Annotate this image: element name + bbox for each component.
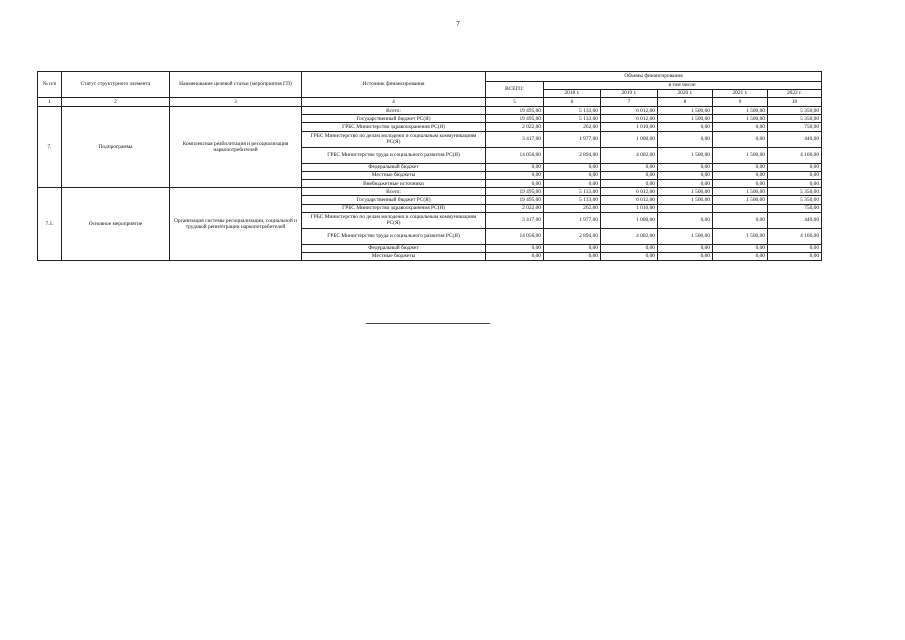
year-value-cell: 1 000,00	[601, 131, 658, 147]
year-value-cell: 0,00	[713, 131, 768, 147]
header-including: в том числе:	[544, 82, 822, 90]
header-year: 2021 г.	[713, 90, 768, 98]
divider-line	[366, 323, 490, 324]
year-value-cell: 1 500,00	[713, 188, 768, 196]
source-cell: Всего:	[302, 107, 486, 115]
header-name: Наименование целевой статьи (мероприятия ГП)	[170, 72, 302, 98]
column-number: 3	[170, 98, 302, 107]
year-value-cell: 0,00	[768, 179, 822, 187]
year-value-cell: 1 500,00	[658, 147, 713, 163]
total-value-cell: 2 022,00	[486, 204, 544, 212]
source-cell: ГРБС Министерство здравоохранения РС(Я)	[302, 123, 486, 131]
year-value-cell	[658, 204, 713, 212]
year-value-cell: 1 500,00	[658, 107, 713, 115]
year-value-cell: 1 500,00	[658, 196, 713, 204]
year-value-cell: 1 500,00	[713, 107, 768, 115]
year-value-cell: 0,00	[768, 171, 822, 179]
year-value-cell: 750,00	[768, 204, 822, 212]
status-cell: Подпрограмма	[62, 107, 170, 188]
column-number-row	[38, 98, 822, 107]
year-value-cell: 0,00	[713, 179, 768, 187]
total-value-cell: 19 495,00	[486, 188, 544, 196]
year-value-cell: 4 160,00	[768, 147, 822, 163]
year-value-cell: 5 133,00	[544, 196, 601, 204]
total-value-cell: 0,00	[486, 252, 544, 260]
year-value-cell: 0,00	[544, 163, 601, 171]
year-value-cell: 0,00	[658, 171, 713, 179]
year-value-cell: 0,00	[768, 252, 822, 260]
header-source: Источник финансирования	[302, 72, 486, 98]
source-cell: ГРБС Министерство по делам молодежи и социальным коммуникациям РС(Я)	[302, 212, 486, 228]
total-value-cell: 14 056,00	[486, 147, 544, 163]
year-value-cell: 0,00	[658, 212, 713, 228]
year-value-cell: 4 002,00	[601, 228, 658, 244]
year-value-cell: 0,00	[713, 163, 768, 171]
year-value-cell: 0,00	[544, 179, 601, 187]
year-value-cell: 2 894,00	[544, 147, 601, 163]
year-value-cell: 1 500,00	[658, 188, 713, 196]
total-value-cell: 0,00	[486, 171, 544, 179]
source-cell: ГРБС Министерство по делам молодежи и социальным коммуникациям РС(Я)	[302, 131, 486, 147]
year-value-cell: 0,00	[658, 123, 713, 131]
year-value-cell: 6 012,00	[601, 107, 658, 115]
year-value-cell: 0,00	[658, 163, 713, 171]
total-value-cell: 3 417,00	[486, 212, 544, 228]
status-cell: Основное мероприятие	[62, 188, 170, 261]
year-value-cell: 1 010,00	[601, 204, 658, 212]
total-value-cell: 2 022,00	[486, 123, 544, 131]
header-year: 2019 г.	[601, 90, 658, 98]
total-value-cell: 0,00	[486, 179, 544, 187]
column-number: 8	[658, 98, 713, 107]
source-cell: Государственный бюджет РС(Я)	[302, 196, 486, 204]
year-value-cell: 1 977,00	[544, 131, 601, 147]
year-value-cell: 440,00	[768, 212, 822, 228]
total-value-cell: 19 495,00	[486, 196, 544, 204]
header-year: 2022 г.	[768, 90, 822, 98]
column-number: 1	[38, 98, 62, 107]
source-cell: ГРБС Министерство здравоохранения РС(Я)	[302, 204, 486, 212]
source-cell: ГРБС Министерство труда и социального развития РС(Я)	[302, 228, 486, 244]
total-value-cell: 0,00	[486, 163, 544, 171]
year-value-cell: 1 500,00	[713, 196, 768, 204]
year-value-cell: 0,00	[713, 171, 768, 179]
total-value-cell: 14 056,00	[486, 228, 544, 244]
source-cell: Внебюджетные источники	[302, 179, 486, 187]
source-cell: Местные бюджеты	[302, 171, 486, 179]
year-value-cell: 4 002,00	[601, 147, 658, 163]
year-value-cell: 0,00	[658, 252, 713, 260]
year-value-cell: 0,00	[713, 252, 768, 260]
year-value-cell: 5 350,00	[768, 196, 822, 204]
year-value-cell: 1 500,00	[658, 228, 713, 244]
year-value-cell: 6 012,00	[601, 115, 658, 123]
year-value-cell: 0,00	[601, 163, 658, 171]
source-cell: ГРБС Министерство труда и социального развития РС(Я)	[302, 147, 486, 163]
header-num: № п/п	[38, 72, 62, 98]
table-row	[38, 107, 822, 115]
year-value-cell: 5 133,00	[544, 107, 601, 115]
year-value-cell: 0,00	[601, 244, 658, 252]
year-value-cell: 1 500,00	[713, 115, 768, 123]
year-value-cell: 1 010,00	[601, 123, 658, 131]
year-value-cell: 5 133,00	[544, 188, 601, 196]
column-number: 4	[302, 98, 486, 107]
year-value-cell: 0,00	[658, 179, 713, 187]
year-value-cell: 0,00	[713, 123, 768, 131]
source-cell: Государственный бюджет РС(Я)	[302, 115, 486, 123]
year-value-cell: 1 977,00	[544, 212, 601, 228]
year-value-cell: 1 500,00	[713, 228, 768, 244]
year-value-cell: 5 350,00	[768, 188, 822, 196]
source-cell: Федеральный бюджет	[302, 163, 486, 171]
header-year: 2020 г.	[658, 90, 713, 98]
year-value-cell: 0,00	[768, 244, 822, 252]
source-cell: Местные бюджеты	[302, 252, 486, 260]
year-value-cell: 0,00	[544, 252, 601, 260]
year-value-cell: 5 133,00	[544, 115, 601, 123]
page-number: 7	[456, 20, 460, 28]
year-value-cell: 0,00	[658, 244, 713, 252]
financing-table	[37, 71, 822, 261]
year-value-cell: 0,00	[658, 131, 713, 147]
year-value-cell: 262,00	[544, 204, 601, 212]
year-value-cell: 0,00	[601, 179, 658, 187]
row-number-cell: 7.1.	[38, 188, 62, 261]
year-value-cell	[713, 204, 768, 212]
year-value-cell: 0,00	[601, 252, 658, 260]
column-number: 6	[544, 98, 601, 107]
row-number-cell: 7.	[38, 107, 62, 188]
year-value-cell: 4 160,00	[768, 228, 822, 244]
year-value-cell: 440,00	[768, 131, 822, 147]
source-cell: Всего:	[302, 188, 486, 196]
header-year: 2018 г.	[544, 90, 601, 98]
year-value-cell: 0,00	[768, 163, 822, 171]
year-value-cell: 0,00	[544, 244, 601, 252]
header-volumes: Объемы финансирования	[486, 72, 822, 82]
year-value-cell: 0,00	[601, 171, 658, 179]
year-value-cell: 750,00	[768, 123, 822, 131]
column-number: 10	[768, 98, 822, 107]
column-number: 2	[62, 98, 170, 107]
name-cell: Комплексная реабилитация и ресоциализация наркопотребителей	[170, 107, 302, 188]
column-number: 5	[486, 98, 544, 107]
source-cell: Федеральный бюджет	[302, 244, 486, 252]
year-value-cell: 2 894,00	[544, 228, 601, 244]
year-value-cell: 5 350,00	[768, 115, 822, 123]
year-value-cell: 6 012,00	[601, 188, 658, 196]
column-number: 7	[601, 98, 658, 107]
year-value-cell: 0,00	[713, 244, 768, 252]
year-value-cell: 1 000,00	[601, 212, 658, 228]
name-cell: Организация системы ресоциализации, социальной и трудовой реинтеграции наркопотребителей	[170, 188, 302, 261]
total-value-cell: 19 495,00	[486, 107, 544, 115]
header-status: Статус структурного элемента	[62, 72, 170, 98]
total-value-cell: 0,00	[486, 244, 544, 252]
column-number: 9	[713, 98, 768, 107]
year-value-cell: 0,00	[713, 212, 768, 228]
year-value-cell: 5 350,00	[768, 107, 822, 115]
year-value-cell: 6 012,00	[601, 196, 658, 204]
total-value-cell: 3 417,00	[486, 131, 544, 147]
year-value-cell: 0,00	[544, 171, 601, 179]
table-row	[38, 188, 822, 196]
year-value-cell: 1 500,00	[713, 147, 768, 163]
year-value-cell: 1 500,00	[658, 115, 713, 123]
year-value-cell: 262,00	[544, 123, 601, 131]
total-value-cell: 19 495,00	[486, 115, 544, 123]
header-total: ВСЕГО:	[486, 82, 544, 98]
